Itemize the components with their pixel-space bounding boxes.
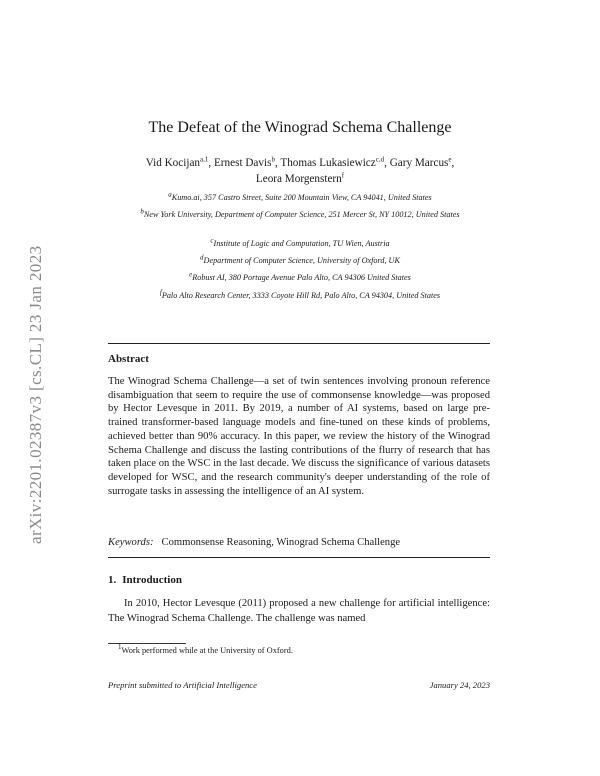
section-body-text: In 2010, Hector Levesque (2011) proposed a new challenge for artificial intelligence: The Winograd Schema Challenge. The challenge was named <box>108 598 490 624</box>
abstract-top-rule <box>108 343 490 344</box>
affiliation: $^c$Institute of Logic and Computation, TU Wien, Austria <box>210 236 390 248</box>
author: Gary Marcus$^e$, <box>389 155 455 169</box>
footer-venue: Preprint submitted to Artificial Intelligence <box>108 680 257 690</box>
abstract-text: The Winograd Schema Challenge—a set of twin sentences involving pronoun reference disambiguation that seem to require the use of commonsense knowledge—was proposed by Hector Levesque in 2011. By 2019, a number of AI systems, based on large pre-trained transformer-based language models and fine-tuned on these kinds of problems, achieved better than 90% accuracy. In this paper, we review the history of the Winograd Schema Challenge and discuss the lasting contributions of the flurry of research that has taken place on the WSC in the last decade. We discuss the significance of various datasets developed for WSC, and the research community's deeper understanding of the role of surrogate tasks in assessing the intelligence of an AI system. <box>108 376 490 497</box>
keywords-label: Keywords: <box>108 537 154 548</box>
author: Ernest Davis$^b$, <box>213 155 281 169</box>
abstract-bottom-rule <box>108 557 490 558</box>
keywords-text: Commonsense Reasoning, Winograd Schema Challenge <box>161 537 401 548</box>
affiliation: $^d$Department of Computer Science, University of Oxford, UK <box>200 253 400 265</box>
author: Vid Kocijan$^{a,1}$, <box>145 155 214 169</box>
footnote: $^1$Work performed while at the University of Oxford. <box>118 643 293 655</box>
author-list <box>100 155 500 187</box>
affiliation: $^e$Robust AI, 380 Portage Avenue Palo Alto, CA 94306 United States <box>189 270 411 282</box>
keywords <box>108 537 400 548</box>
affiliation: $^b$New York University, Department of Computer Science, 251 Mercer St, NY 10012, United States <box>140 207 460 219</box>
abstract-heading: Abstract <box>108 353 149 365</box>
affiliation: $^f$Palo Alto Research Center, 3333 Coyote Hill Rd, Palo Alto, CA 94304, United States <box>159 288 441 300</box>
section-heading: 1. Introduction <box>108 574 182 586</box>
paper-title: The Defeat of the Winograd Schema Challenge <box>148 119 452 136</box>
arxiv-identifier: arXiv:2201.02387v3 [cs.CL] 23 Jan 2023 <box>26 245 45 544</box>
affiliation: $^a$Kumo.ai, 357 Castro Street, Suite 200 Mountain View, CA 94041, United States <box>168 190 432 202</box>
author: Leora Morgenstern$^f$ <box>255 171 345 185</box>
footer-date: January 24, 2023 <box>429 680 490 690</box>
author: Thomas Lukasiewicz$^{c,d}$, <box>280 155 390 169</box>
